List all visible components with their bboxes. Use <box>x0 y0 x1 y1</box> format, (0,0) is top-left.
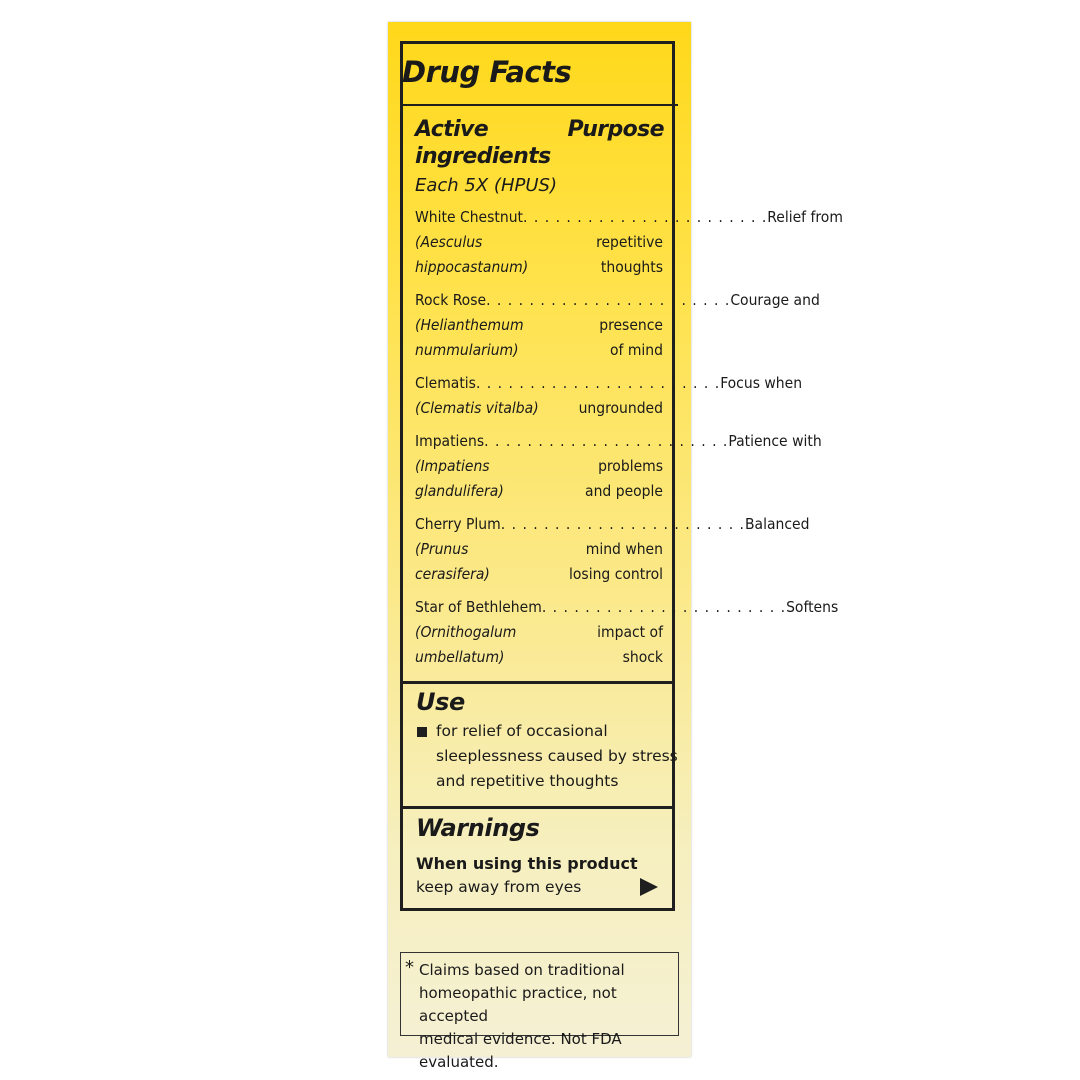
warnings-header: Warnings <box>416 814 540 842</box>
ingredient-item <box>415 512 810 587</box>
ingredient-item <box>415 205 843 280</box>
ingredient-row <box>415 595 839 620</box>
ingredient-row <box>415 396 663 421</box>
ingredient-row <box>415 512 810 537</box>
use-line-1: for relief of occasional <box>436 722 608 740</box>
ingredient-name: Impatiens <box>415 432 485 450</box>
ingredient-latin-name: cerasifera) <box>415 565 490 583</box>
ingredient-purpose: problems <box>598 457 663 475</box>
claims-note-text <box>419 959 678 1074</box>
ingredient-purpose: Balanced <box>744 515 810 533</box>
ingredient-purpose: impact of <box>597 623 663 641</box>
ingredient-row <box>415 479 663 504</box>
ingredient-latin-name: (Clematis vitalba) <box>415 399 539 417</box>
section-divider-warnings <box>400 806 675 809</box>
continue-arrow-icon <box>640 878 658 896</box>
use-text <box>436 719 678 794</box>
leader-dots: . . . . . . . . . . . . . . . . . . . . . . . <box>523 208 768 226</box>
leader-dots: . . . . . . . . . . . . . . . . . . . . . . . <box>475 374 721 392</box>
ingredient-latin-name: glandulifera) <box>415 482 504 500</box>
ingredient-purpose: and people <box>585 482 663 500</box>
ingredient-row <box>415 255 663 280</box>
ingredient-name: Cherry Plum <box>415 515 501 533</box>
ingredient-purpose: Patience with <box>728 432 822 450</box>
ingredient-latin-name: nummularium) <box>415 341 519 359</box>
leader-dots: . . . . . . . . . . . . . . . . . . . . . . . <box>500 515 745 533</box>
ingredient-purpose: of mind <box>609 341 663 359</box>
drug-facts-label <box>388 22 843 1071</box>
ingredient-row <box>415 230 663 255</box>
ingredient-row <box>415 429 822 454</box>
note-line-2: homeopathic practice, not accepted <box>419 984 617 1025</box>
ingredient-row <box>415 562 663 587</box>
ingredient-purpose: thoughts <box>600 258 663 276</box>
purpose-header: Purpose <box>567 117 664 142</box>
use-line-2: sleeplessness caused by stress <box>436 747 678 765</box>
ingredient-row <box>415 288 820 313</box>
ingredient-name: Star of Bethlehem <box>415 598 542 616</box>
ingredient-row <box>415 537 663 562</box>
ingredient-purpose: shock <box>622 648 663 666</box>
drug-facts-title: Drug Facts <box>402 55 572 89</box>
ingredient-latin-name: (Ornithogalum <box>415 623 517 641</box>
note-line-3: medical evidence. Not FDA evaluated. <box>419 1030 622 1071</box>
ingredient-row <box>415 645 663 670</box>
ingredient-latin-name: hippocastanum) <box>415 258 529 276</box>
ingredient-row <box>415 454 663 479</box>
ingredient-purpose: Focus when <box>720 374 803 392</box>
ingredient-purpose: presence <box>599 316 663 334</box>
warnings-line-1: keep away from eyes <box>416 878 582 896</box>
ingredient-row <box>415 338 663 363</box>
ingredients-list <box>415 205 843 678</box>
ingredient-row <box>415 620 663 645</box>
warnings-subheader: When using this product <box>416 854 638 873</box>
ingredient-purpose: Relief from <box>767 208 843 226</box>
leader-dots: . . . . . . . . . . . . . . . . . . . . . . . <box>486 291 731 309</box>
ingredient-latin-name: (Prunus <box>415 540 469 558</box>
bullet-icon <box>417 727 427 737</box>
ingredient-name: Rock Rose <box>415 291 487 309</box>
ingredient-item <box>415 288 820 363</box>
section-divider-use <box>400 681 675 684</box>
claims-note-box <box>400 952 679 1071</box>
ingredient-item <box>415 429 822 504</box>
active-header-1: Active <box>415 117 489 142</box>
ingredient-purpose: Courage and <box>730 291 820 309</box>
use-header: Use <box>416 688 465 716</box>
ingredient-purpose: mind when <box>585 540 663 558</box>
ingredient-row <box>415 313 663 338</box>
title-rule <box>401 104 678 106</box>
ingredient-item <box>415 371 803 421</box>
ingredient-latin-name: (Impatiens <box>415 457 490 475</box>
leader-dots: . . . . . . . . . . . . . . . . . . . . . . . <box>484 432 729 450</box>
ingredient-purpose: Softens <box>786 598 839 616</box>
active-header-2: ingredients <box>415 144 551 169</box>
ingredient-purpose: losing control <box>569 565 663 583</box>
asterisk-icon: * <box>405 957 414 978</box>
ingredient-name: White Chestnut <box>415 208 524 226</box>
leader-dots: . . . . . . . . . . . . . . . . . . . . . . . <box>541 598 787 616</box>
ingredient-item <box>415 595 839 670</box>
ingredient-purpose: repetitive <box>596 233 663 251</box>
ingredient-latin-name: umbellatum) <box>415 648 505 666</box>
hpus-subheader: Each 5X (HPUS) <box>415 175 557 196</box>
ingredient-name: Clematis <box>415 374 476 392</box>
ingredient-latin-name: (Helianthemum <box>415 316 524 334</box>
note-line-1: Claims based on traditional <box>419 961 625 979</box>
ingredient-purpose: ungrounded <box>578 399 663 417</box>
use-line-3: and repetitive thoughts <box>436 772 619 790</box>
ingredient-row <box>415 205 843 230</box>
ingredient-row <box>415 371 803 396</box>
ingredient-latin-name: (Aesculus <box>415 233 483 251</box>
